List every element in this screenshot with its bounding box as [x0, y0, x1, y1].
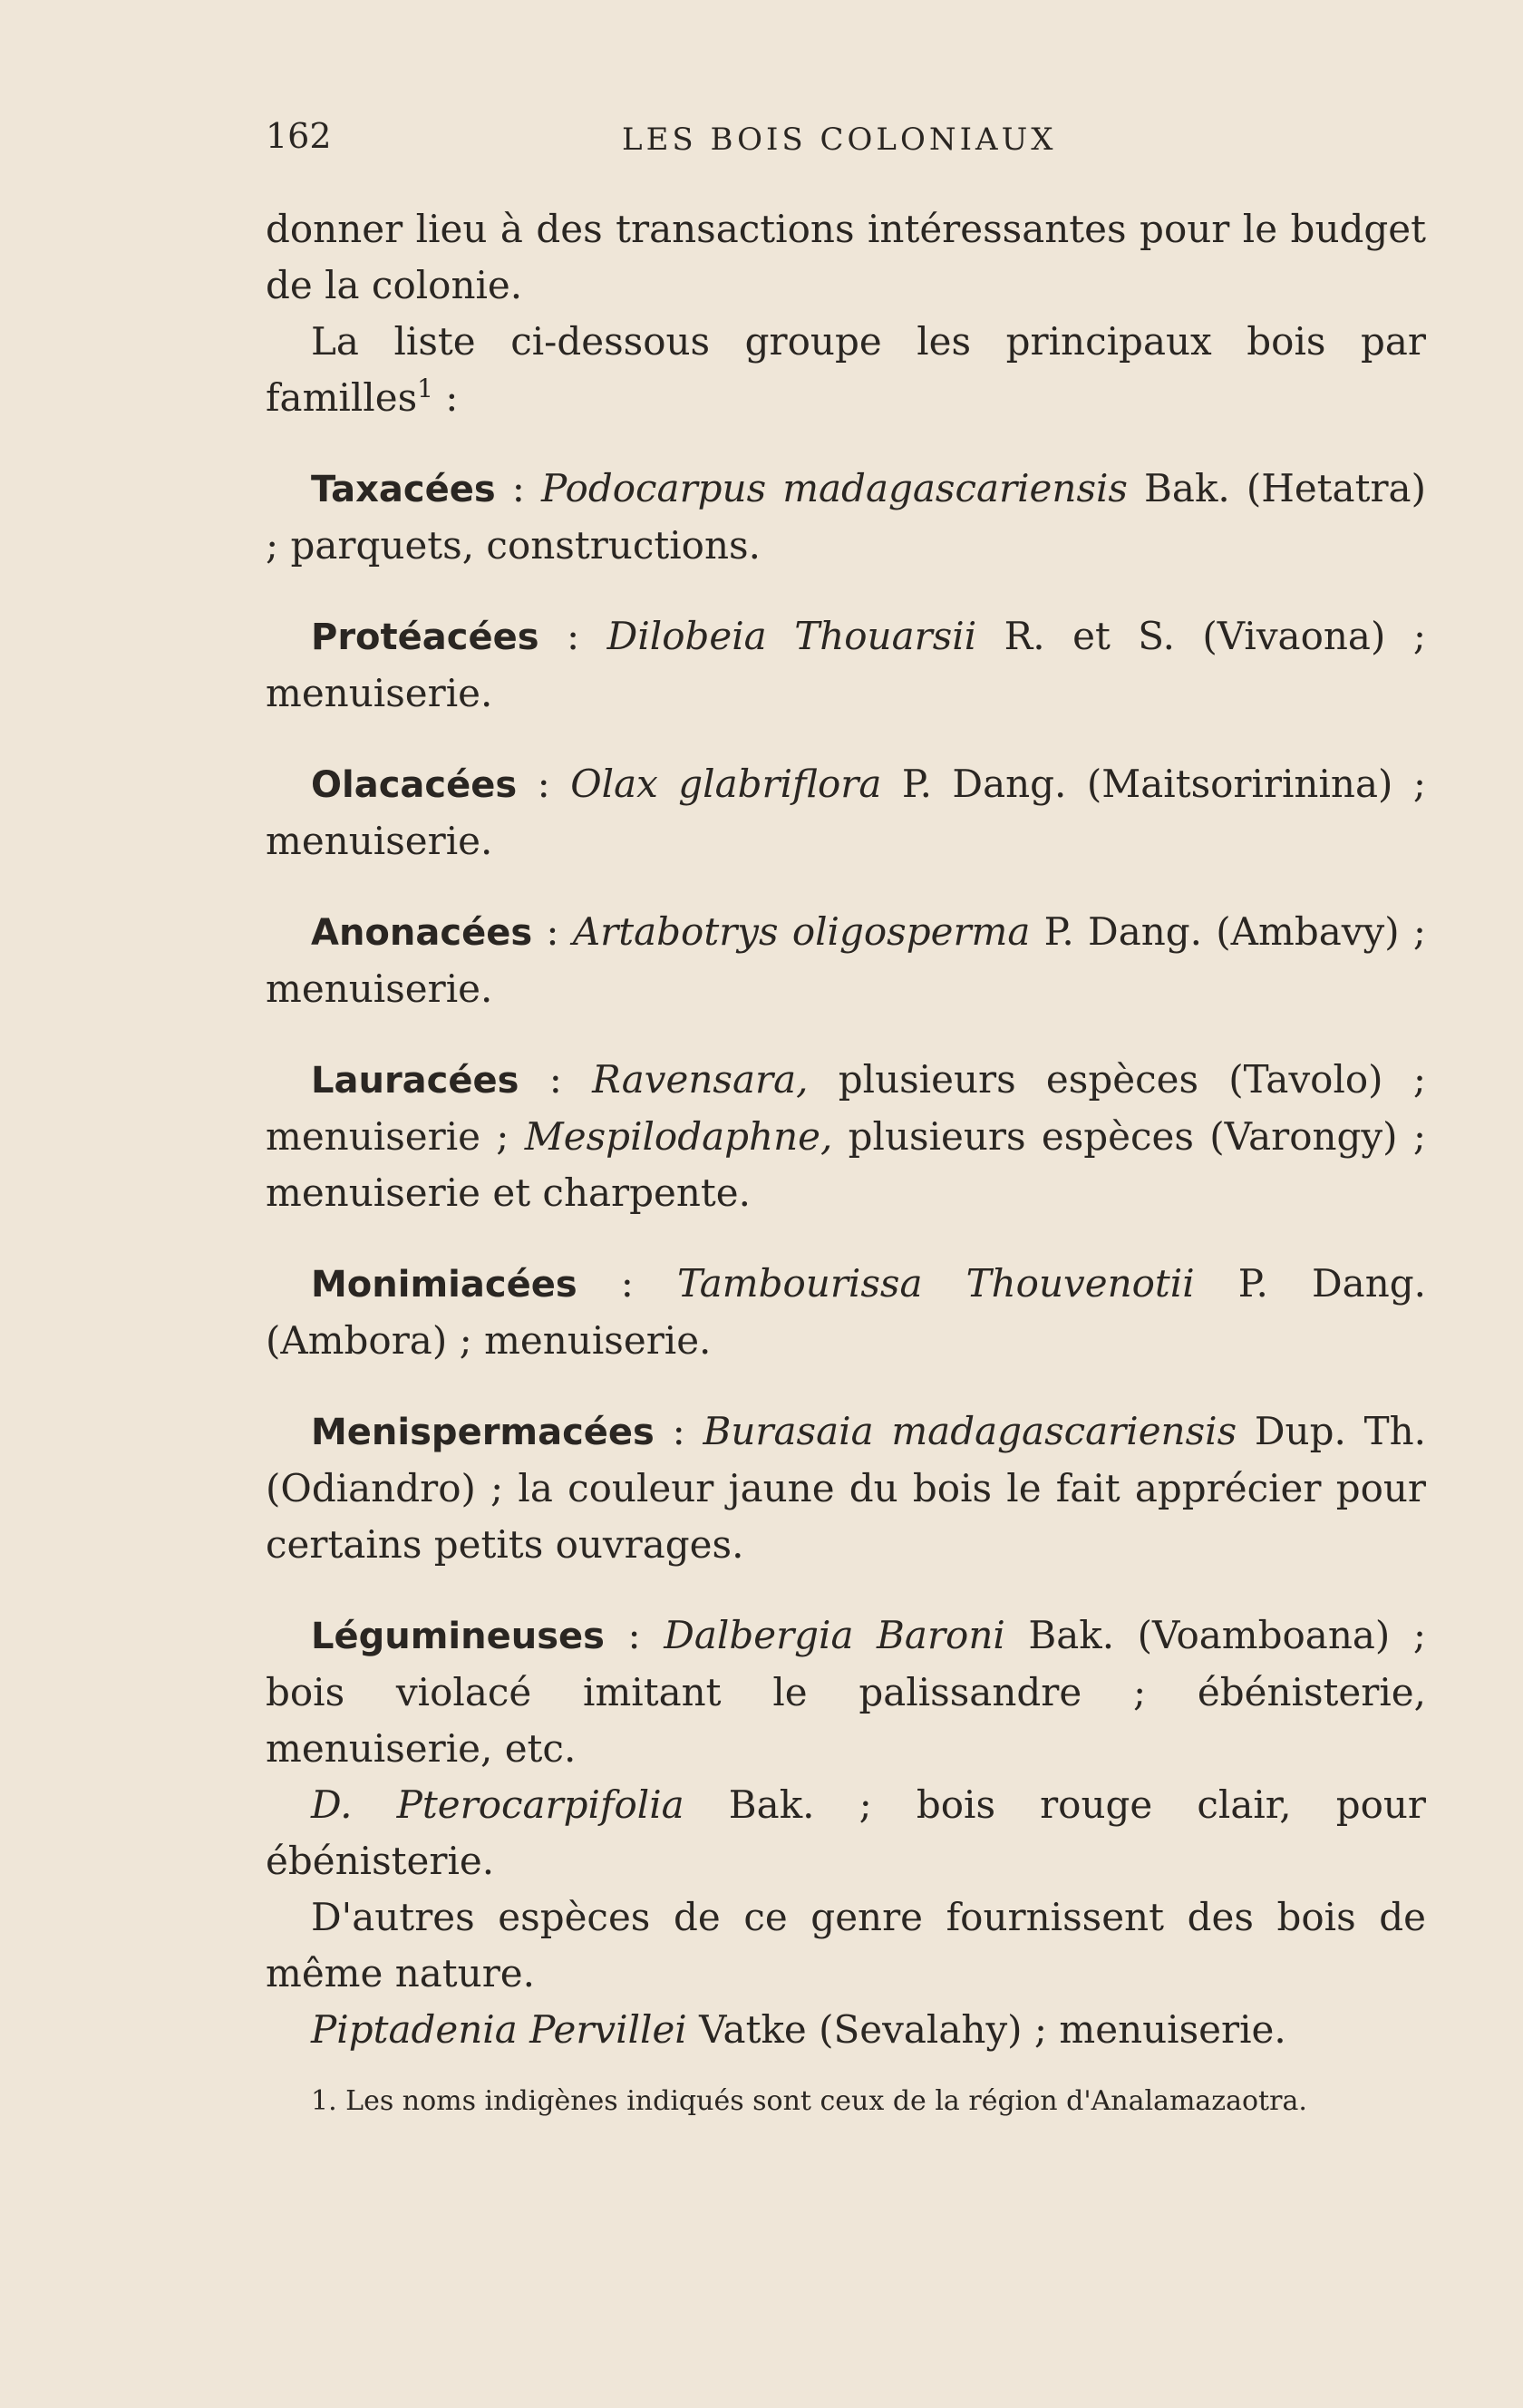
family-name: Lauracées	[311, 1060, 519, 1102]
family-name: Légumineuses	[311, 1616, 605, 1657]
species-name: Dilobeia Thouarsii	[606, 614, 977, 658]
page-number: 162	[266, 116, 332, 156]
entry-olacacees: Olacacées : Olax glabriflora P. Dang. (Maitsoririnina) ; menuiserie.	[266, 762, 1426, 863]
species-name: Dalbergia Baroni	[664, 1613, 1005, 1657]
species-name: Piptadenia Pervillei	[311, 2007, 687, 2052]
entry-menispermacees: Menispermacées : Burasaia madagascariensis Dup. Th. (Odiandro) ; la couleur jaune du bois le fait apprécier pour certains petits ouvrages.	[266, 1409, 1426, 1567]
species-name: Ravensara,	[592, 1057, 809, 1102]
species-name: D. Pterocarpifolia	[311, 1782, 684, 1827]
body-text	[266, 201, 1426, 2058]
entry-piptadenia: Piptadenia Pervillei Vatke (Sevalahy) ; menuiserie.	[311, 2007, 1286, 2052]
family-name: Menispermacées	[311, 1412, 655, 1453]
family-name: Protéacées	[311, 617, 539, 658]
species-name: Podocarpus madagascariensis	[540, 466, 1128, 510]
paragraph-other-species: D'autres espèces de ce genre fournissent des bois de même nature.	[266, 1895, 1426, 1995]
entry-proteacees: Protéacées : Dilobeia Thouarsii R. et S. (Vivaona) ; menuiserie.	[266, 614, 1426, 715]
entry-legumineuses: Légumineuses : Dalbergia Baroni Bak. (Voamboana) ; bois violacé imitant le palissandre ; ébénisterie, menuiserie, etc.	[266, 1613, 1426, 1771]
entry-monimiacees: Monimiacées : Tambourissa Thouvenotii P. Dang. (Ambora) ; menuiserie.	[266, 1261, 1426, 1363]
species-name: Tambourissa Thouvenotii	[677, 1261, 1195, 1306]
entry-anonacees: Anonacées : Artabotrys oligosperma P. Dang. (Ambavy) ; menuiserie.	[266, 909, 1426, 1011]
species-name: Burasaia madagascariensis	[703, 1409, 1237, 1453]
paragraph-continuation: donner lieu à des transactions intéressantes pour le budget de la colonie.	[266, 207, 1426, 307]
footnote-text: 1. Les noms indigènes indiqués sont ceux de la région d'Analamazaotra.	[311, 2085, 1307, 2117]
footnote-reference: 1	[417, 374, 433, 403]
family-name: Taxacées	[311, 469, 496, 510]
running-title: LES BOIS COLONIAUX	[622, 121, 1057, 158]
species-name: Mespilodaphne,	[524, 1114, 833, 1159]
footnote	[266, 2082, 1426, 2122]
family-name: Monimiacées	[311, 1264, 577, 1306]
entry-d-pterocarpifolia: D. Pterocarpifolia Bak. ; bois rouge clair, pour ébénisterie.	[266, 1782, 1426, 1883]
species-name: Olax glabriflora	[570, 762, 882, 806]
family-name: Olacacées	[311, 764, 518, 806]
entry-taxacees: Taxacées : Podocarpus madagascariensis Bak. (Hetatra) ; parquets, constructions.	[266, 466, 1426, 568]
species-name: Artabotrys oligosperma	[572, 909, 1031, 954]
family-name: Anonacées	[311, 912, 533, 954]
page-header	[266, 116, 1426, 170]
entry-lauracees: Lauracées : Ravensara, plusieurs espèces (Tavolo) ; menuiserie ; Mespilodaphne, plusieurs espèces (Varongy) ; menuiserie et charpente.	[266, 1057, 1427, 1215]
paragraph-intro: La liste ci-dessous groupe les principaux bois par familles$^1$ :	[266, 319, 1426, 420]
